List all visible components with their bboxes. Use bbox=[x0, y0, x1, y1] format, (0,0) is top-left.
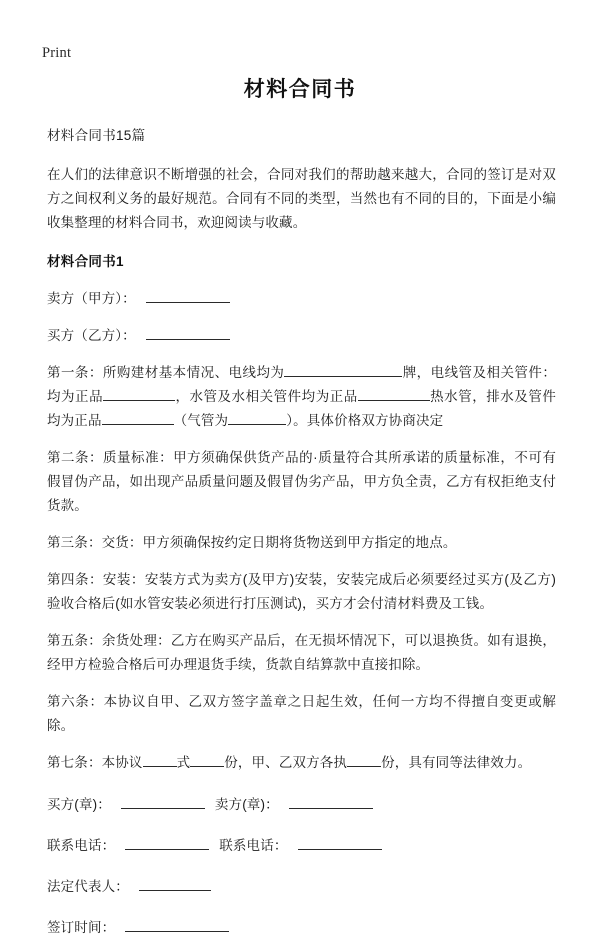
clause-six: 第六条：本协议自甲、乙双方签字盖章之日起生效，任何一方均不得擅自变更或解除。 bbox=[47, 693, 556, 733]
clause-one-blank-pipe[interactable] bbox=[103, 386, 175, 401]
section-heading: 材料合同书1 bbox=[47, 253, 124, 269]
buyer-phone-blank[interactable] bbox=[125, 835, 209, 850]
buyer-party-blank[interactable] bbox=[146, 325, 230, 340]
seller-seal-label: 卖方(章)： bbox=[214, 796, 279, 812]
clause-one-blank-water[interactable] bbox=[358, 386, 430, 401]
clause-seven-part3: 份，甲、乙双方各执 bbox=[224, 754, 348, 770]
intro-paragraph: 在人们的法律意识不断增强的社会，合同对我们的帮助越来越大，合同的签订是对双方之间权利义务的最好规范。合同有不同的类型，当然也有不同的目的，下面是小编收集整理的材料合同书，欢迎阅读与收藏。 bbox=[47, 166, 556, 230]
buyer-phone-label: 联系电话： bbox=[47, 837, 116, 853]
seller-party-blank[interactable] bbox=[146, 288, 230, 303]
buyer-seal-label: 买方(章)： bbox=[47, 796, 111, 812]
seller-phone-label: 联系电话： bbox=[219, 837, 288, 853]
sign-date-blank[interactable] bbox=[125, 917, 229, 932]
buyer-seal-blank[interactable] bbox=[121, 794, 205, 809]
print-toolbar bbox=[0, 0, 600, 62]
clause-one-blank-drain[interactable] bbox=[102, 410, 174, 425]
clause-seven-blank-copies-count[interactable] bbox=[190, 752, 224, 767]
seller-seal-blank[interactable] bbox=[289, 794, 373, 809]
seller-party-line bbox=[47, 287, 556, 311]
seal-row bbox=[47, 793, 556, 817]
clause-five: 第五条：余货处理：乙方在购买产品后，在无损坏情况下，可以退换货。如有退换，经甲方检验合格后可办理退货手续，货款自结算款中直接扣除。 bbox=[47, 632, 556, 672]
clause-four: 第四条：安装：安装方式为卖方(及甲方)安装，安装完成后必须要经过买方(及乙方)验收合格后(如水管安装必须进行打压测试)，买方才会付清材料费及工钱。 bbox=[47, 571, 556, 611]
clause-one-part1: 第一条：所购建材基本情况、电线均为 bbox=[47, 364, 285, 380]
signature-block bbox=[47, 793, 556, 940]
document-body bbox=[0, 125, 600, 940]
clause-one bbox=[47, 361, 556, 433]
clause-one-part3: ，水管及水相关管件均为正品 bbox=[175, 388, 358, 404]
clause-one-part4: 热水管，排水及管件均为正品 bbox=[47, 388, 556, 428]
buyer-party-line bbox=[47, 324, 556, 348]
page-title: 材料合同书 bbox=[243, 78, 357, 101]
seller-phone-blank[interactable] bbox=[298, 835, 382, 850]
phone-row bbox=[47, 834, 556, 858]
clause-one-part5: （气管为 bbox=[173, 412, 229, 428]
clause-one-part6: ）。具体价格双方协商决定 bbox=[286, 412, 444, 428]
clause-two: 第二条：质量标准：甲方须确保供货产品的·质量符合其所承诺的质量标准，不可有假冒伪产品，如出现产品质量问题及假冒伪劣产品，甲方负全责，乙方有权拒绝支付货款。 bbox=[47, 449, 556, 513]
seller-party-label: 卖方（甲方）： bbox=[47, 290, 136, 306]
legal-rep-blank[interactable] bbox=[139, 876, 211, 891]
buyer-party-label: 买方（乙方）： bbox=[47, 327, 136, 343]
clause-one-blank-brand[interactable] bbox=[284, 362, 402, 377]
clause-seven-part1: 第七条：本协议 bbox=[47, 754, 143, 770]
legal-rep-label: 法定代表人： bbox=[47, 878, 129, 894]
legal-rep-row bbox=[47, 875, 556, 899]
sign-date-row bbox=[47, 916, 556, 940]
print-button[interactable]: Print bbox=[42, 45, 72, 61]
clause-seven-blank-copies-type[interactable] bbox=[143, 752, 177, 767]
clause-seven-blank-each-count[interactable] bbox=[347, 752, 381, 767]
clause-one-part2: 牌，电线管及相关管件：均为正品 bbox=[47, 364, 556, 404]
clause-three: 第三条：交货：甲方须确保按约定日期将货物送到甲方指定的地点。 bbox=[47, 534, 457, 550]
clause-one-blank-gas[interactable] bbox=[228, 410, 286, 425]
clause-seven-part4: 份，具有同等法律效力。 bbox=[381, 754, 532, 770]
clause-seven-part2: 式 bbox=[176, 754, 191, 770]
sign-date-label: 签订时间： bbox=[47, 919, 116, 935]
clause-seven bbox=[47, 751, 556, 775]
document-subtitle: 材料合同书15篇 bbox=[47, 128, 146, 144]
